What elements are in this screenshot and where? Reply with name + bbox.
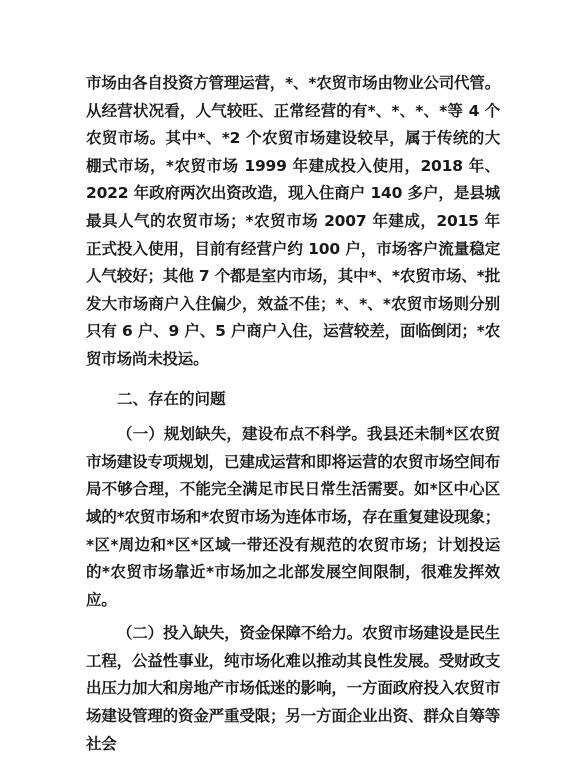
section-heading-problems: 二、存在的问题 — [117, 389, 226, 408]
market-operation-paragraph: 市场由各自投资方管理运营，*、*农贸市场由物业公司代管。从经营状况看，人气较旺、正常经营的有*、*、*、*等 4 个农贸市场。其中*、*2 个农贸市场建设较早，属于传统的大棚式市场，*农贸市场 1999 年建成投入使用，2018 年、2022 年政府两次出资改造，现入住商户 140 多户，是县城最具人气的农贸市场；*农贸市场 2007 年建成，2015 年正式投入使用，目前有经营户约 100 户，市场客户流量稳定人气较好；其他 7 个都是室内市场，其中*、*农贸市场、*批发大市场商户入住偏少，效益不佳；*、*、*农贸市场则分别只有 6 户、9 户、5 户商户入住，运营较差，面临倒闭；*农贸市场尚未投运。 — [86, 74, 500, 368]
issue-planning-paragraph: （一）规划缺失，建设布点不科学。我县还未制*区农贸市场建设专项规划，已建成运营和即将运营的农贸市场空间布局不够合理，不能完全满足市民日常生活需要。如*区中心区域的*农贸市场和*农贸市场为连体市场，存在重复建设现象；*区*周边和*区*区域一带还没有规范的农贸市场；计划投运的*农贸市场靠近*市场加之北部发展空间限制，很难发挥效应。 — [86, 425, 500, 609]
document-body — [86, 70, 500, 758]
issue-funding-paragraph: （二）投入缺失，资金保障不给力。农贸市场建设是民生工程，公益性事业，纯市场化难以推动其良性发展。受财政支出压力加大和房地产市场低迷的影响，一方面政府投入农贸市场建设管理的资金严重受限；另一方面企业出资、群众自筹等社会 — [86, 624, 500, 753]
